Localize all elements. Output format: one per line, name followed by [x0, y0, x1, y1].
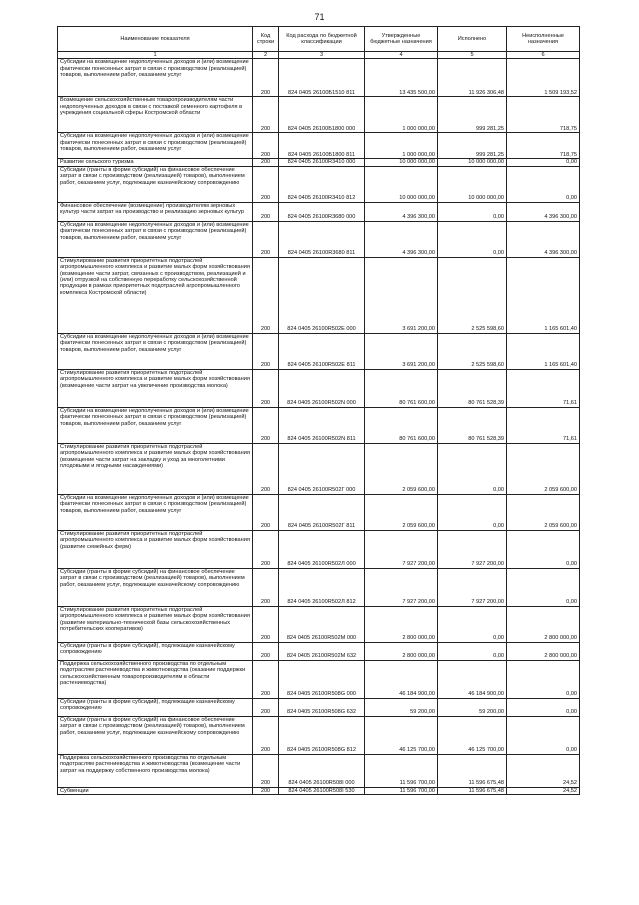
row-executed: 999 281,25 — [438, 133, 507, 159]
row-name: Субсидии (гранты в форме субсидий) на финансовое обеспечение затрат в связи с производством (реализацией) товаров), выполнением работ, оказанием услуг, подлежащие казначейскому сопровождению — [58, 568, 253, 606]
row-code: 200 — [253, 443, 279, 494]
row-executed: 11 596 675,48 — [438, 754, 507, 787]
row-executed: 0,00 — [438, 494, 507, 530]
row-approved: 80 761 600,00 — [365, 369, 438, 407]
table-row — [58, 642, 580, 660]
row-executed: 46 184 900,00 — [438, 660, 507, 698]
row-approved: 7 927 200,00 — [365, 568, 438, 606]
row-unexecuted: 4 396 300,00 — [507, 202, 580, 221]
header-code: Код строки — [253, 27, 279, 52]
row-classification: 824 0405 26100R502Е 811 — [279, 333, 365, 369]
row-name: Субсидии на возмещение недополученных доходов и (или) возмещение фактически понесенных затрат в связи с производством (реализацией) товаров, выполнением работ, оказанием услуг — [58, 133, 253, 159]
row-name: Стимулирование развития приоритетных подотраслей агропромышленного комплекса и развитие малых форм хозяйствования (возмещение части затрат, связанных с производством, реализацией и (или) отгрузкой на собственную переработку сельскохозяйственной продукции в рамках приоритетных подотраслей агропромышленного комплекса Костромской области) — [58, 257, 253, 333]
row-unexecuted: 0,00 — [507, 166, 580, 202]
table-row — [58, 159, 580, 166]
row-unexecuted: 2 800 000,00 — [507, 642, 580, 660]
page-number: 71 — [314, 12, 325, 22]
header-executed: Исполнено — [438, 27, 507, 52]
row-executed: 46 125 700,00 — [438, 716, 507, 754]
row-unexecuted: 718,75 — [507, 97, 580, 133]
row-approved: 46 125 700,00 — [365, 716, 438, 754]
row-classification: 824 0405 26100R502М 632 — [279, 642, 365, 660]
budget-table — [57, 26, 580, 795]
row-code: 200 — [253, 716, 279, 754]
row-name: Стимулирование развития приоритетных подотраслей агропромышленного комплекса и развитие малых форм хозяйствования (развитие семейных ферм) — [58, 530, 253, 568]
table-row — [58, 221, 580, 257]
row-code: 200 — [253, 133, 279, 159]
row-code: 200 — [253, 787, 279, 794]
row-name: Финансовое обеспечение (возмещение) производителям зерновых культур части затрат на производство и реализацию зерновых культур — [58, 202, 253, 221]
row-name: Субсидии (гранты в форме субсидий), подлежащие казначейскому сопровождению — [58, 698, 253, 716]
table-row — [58, 369, 580, 407]
row-classification: 824 0405 26100R3680 000 — [279, 202, 365, 221]
row-approved: 1 000 000,00 — [365, 97, 438, 133]
col-number: 5 — [438, 52, 507, 59]
row-name: Субсидии (гранты в форме субсидий) на финансовое обеспечение затрат в связи с производством (реализацией) товаров), выполнением работ, оказанием услуг, подлежащие казначейскому сопровождению — [58, 716, 253, 754]
row-code: 200 — [253, 257, 279, 333]
row-code: 200 — [253, 660, 279, 698]
row-executed: 7 927 200,00 — [438, 530, 507, 568]
row-classification: 824 0405 26100Б1800 811 — [279, 133, 365, 159]
row-classification: 824 0405 26100R508I 000 — [279, 754, 365, 787]
row-classification: 824 0405 26100R502N 000 — [279, 369, 365, 407]
row-approved: 2 800 000,00 — [365, 606, 438, 642]
row-executed: 0,00 — [438, 642, 507, 660]
row-classification: 824 0405 26100R502Л 812 — [279, 568, 365, 606]
row-approved: 2 059 600,00 — [365, 494, 438, 530]
row-unexecuted: 1 165 601,40 — [507, 257, 580, 333]
row-unexecuted: 71,61 — [507, 407, 580, 443]
row-classification: 824 0405 26100R502Г 000 — [279, 443, 365, 494]
row-code: 200 — [253, 530, 279, 568]
row-executed: 11 926 306,48 — [438, 59, 507, 97]
row-approved: 10 000 000,00 — [365, 166, 438, 202]
row-approved: 2 800 000,00 — [365, 642, 438, 660]
row-code: 200 — [253, 333, 279, 369]
row-executed: 2 525 598,60 — [438, 257, 507, 333]
table-row — [58, 333, 580, 369]
row-approved: 59 200,00 — [365, 698, 438, 716]
row-name: Субсидии на возмещение недополученных доходов и (или) возмещение фактически понесенных затрат в связи с производством (реализацией) товаров, выполнением работ, оказанием услуг — [58, 407, 253, 443]
row-code: 200 — [253, 159, 279, 166]
row-classification: 824 0405 26100R3410 000 — [279, 159, 365, 166]
row-unexecuted: 2 800 000,00 — [507, 606, 580, 642]
row-approved: 3 691 200,00 — [365, 333, 438, 369]
row-approved: 11 596 700,00 — [365, 787, 438, 794]
row-unexecuted: 0,00 — [507, 660, 580, 698]
row-approved: 4 396 300,00 — [365, 221, 438, 257]
row-unexecuted: 0,00 — [507, 530, 580, 568]
row-name: Поддержка сельскохозяйственного производства по отдельным подотраслям растениеводства и животноводства (оказание поддержки сельскохозяйственным товаропроизводителям в области растениеводства) — [58, 660, 253, 698]
row-name: Субсидии (гранты в форме субсидий), подлежащие казначейскому сопровождению — [58, 642, 253, 660]
row-name: Субсидии на возмещение недополученных доходов и (или) возмещение фактически понесенных затрат в связи с производством (реализацией) товаров, выполнением работ, оказанием услуг — [58, 333, 253, 369]
table-row — [58, 407, 580, 443]
table-row — [58, 494, 580, 530]
row-name: Развитие сельского туризма — [58, 159, 253, 166]
row-code: 200 — [253, 97, 279, 133]
row-unexecuted: 0,00 — [507, 698, 580, 716]
table-row — [58, 202, 580, 221]
row-executed: 0,00 — [438, 606, 507, 642]
row-code: 200 — [253, 642, 279, 660]
row-unexecuted: 24,52 — [507, 787, 580, 794]
header-unexecuted: Неисполненные назначения — [507, 27, 580, 52]
row-code: 200 — [253, 494, 279, 530]
row-executed: 2 525 598,60 — [438, 333, 507, 369]
row-classification: 824 0405 26100R508G 812 — [279, 716, 365, 754]
row-classification: 824 0405 26100R502N 811 — [279, 407, 365, 443]
row-classification: 824 0405 26100Б1800 000 — [279, 97, 365, 133]
row-code: 200 — [253, 369, 279, 407]
header-classification: Код расхода по бюджетной классификации — [279, 27, 365, 52]
table-row — [58, 443, 580, 494]
row-code: 200 — [253, 754, 279, 787]
row-executed: 0,00 — [438, 202, 507, 221]
col-number: 3 — [279, 52, 365, 59]
table-row — [58, 257, 580, 333]
row-classification: 824 0405 26100R508I 530 — [279, 787, 365, 794]
row-classification: 824 0405 26100R502М 000 — [279, 606, 365, 642]
row-unexecuted: 71,61 — [507, 369, 580, 407]
col-number: 4 — [365, 52, 438, 59]
row-classification: 824 0405 26100R508G 000 — [279, 660, 365, 698]
row-code: 200 — [253, 166, 279, 202]
row-approved: 10 000 000,00 — [365, 159, 438, 166]
header-name: Наименование показателя — [58, 27, 253, 52]
row-classification: 824 0405 26100R502Е 000 — [279, 257, 365, 333]
row-name: Субсидии на возмещение недополученных доходов и (или) возмещение фактически понесенных затрат в связи с производством (реализацией) товаров, выполнением работ, оказанием услуг — [58, 221, 253, 257]
row-executed: 0,00 — [438, 221, 507, 257]
table-row — [58, 754, 580, 787]
row-code: 200 — [253, 221, 279, 257]
row-executed: 10 000 000,00 — [438, 166, 507, 202]
table-row — [58, 698, 580, 716]
row-executed: 59 200,00 — [438, 698, 507, 716]
row-name: Стимулирование развития приоритетных подотраслей агропромышленного комплекса и развитие малых форм хозяйствования (возмещение части затрат на закладку и уход за многолетними плодовыми и ягодными насаждениями) — [58, 443, 253, 494]
row-executed: 7 927 200,00 — [438, 568, 507, 606]
header-approved: Утвержденные бюджетные назначения — [365, 27, 438, 52]
row-unexecuted: 0,00 — [507, 716, 580, 754]
row-approved: 4 396 300,00 — [365, 202, 438, 221]
column-number-row — [58, 52, 580, 59]
row-name: Субсидии (гранты в форме субсидий) на финансовое обеспечение затрат в связи с производством (реализацией) товаров), выполнением работ, оказанием услуг, подлежащие казначейскому сопровождению — [58, 166, 253, 202]
row-code: 200 — [253, 698, 279, 716]
row-classification: 824 0405 26100R502Л 000 — [279, 530, 365, 568]
row-executed: 11 596 675,48 — [438, 787, 507, 794]
col-number: 2 — [253, 52, 279, 59]
row-code: 200 — [253, 568, 279, 606]
row-code: 200 — [253, 407, 279, 443]
row-name: Субсидии на возмещение недополученных доходов и (или) возмещение фактически понесенных затрат в связи с производством (реализацией) товаров, выполнением работ, оказанием услуг — [58, 494, 253, 530]
table-row — [58, 133, 580, 159]
table-row — [58, 97, 580, 133]
row-executed: 999 281,25 — [438, 97, 507, 133]
row-classification: 824 0405 26100R508G 632 — [279, 698, 365, 716]
row-name: Возмещение сельскохозяйственным товаропроизводителям части недополученных доходов в связи с поставкой семенного картофеля в учреждения социальной сферы Костромской области — [58, 97, 253, 133]
table-row — [58, 59, 580, 97]
row-unexecuted: 2 059 600,00 — [507, 494, 580, 530]
row-code: 200 — [253, 606, 279, 642]
row-unexecuted: 1 165 601,40 — [507, 333, 580, 369]
col-number: 1 — [58, 52, 253, 59]
table-row — [58, 166, 580, 202]
row-name: Стимулирование развития приоритетных подотраслей агропромышленного комплекса и развитие малых форм хозяйствования (развитие материально-технической базы сельскохозяйственных потребительских кооперативов) — [58, 606, 253, 642]
row-executed: 0,00 — [438, 443, 507, 494]
table-row — [58, 606, 580, 642]
row-unexecuted: 4 396 300,00 — [507, 221, 580, 257]
row-name: Поддержка сельскохозяйственного производства по отдельным подотраслям растениеводства и животноводства (возмещение части затрат на поддержку собственного производства молока) — [58, 754, 253, 787]
row-approved: 46 184 900,00 — [365, 660, 438, 698]
row-name: Субсидии на возмещение недополученных доходов и (или) возмещение фактически понесенных затрат в связи с производством (реализацией) товаров, выполнением работ, оказанием услуг — [58, 59, 253, 97]
row-unexecuted: 0,00 — [507, 568, 580, 606]
table-row — [58, 660, 580, 698]
row-code: 200 — [253, 59, 279, 97]
row-executed: 80 761 528,39 — [438, 407, 507, 443]
row-unexecuted: 1 509 193,52 — [507, 59, 580, 97]
table-row — [58, 568, 580, 606]
table-row — [58, 787, 580, 794]
row-executed: 10 000 000,00 — [438, 159, 507, 166]
table-row — [58, 530, 580, 568]
table-row — [58, 716, 580, 754]
row-name: Субвенции — [58, 787, 253, 794]
col-number: 6 — [507, 52, 580, 59]
row-classification: 824 0405 26100Б1510 811 — [279, 59, 365, 97]
row-unexecuted: 24,52 — [507, 754, 580, 787]
row-code: 200 — [253, 202, 279, 221]
row-approved: 1 000 000,00 — [365, 133, 438, 159]
row-approved: 3 691 200,00 — [365, 257, 438, 333]
row-approved: 7 927 200,00 — [365, 530, 438, 568]
row-approved: 2 059 600,00 — [365, 443, 438, 494]
row-approved: 11 596 700,00 — [365, 754, 438, 787]
header-row — [58, 27, 580, 52]
row-unexecuted: 0,00 — [507, 159, 580, 166]
row-classification: 824 0405 26100R3410 812 — [279, 166, 365, 202]
row-name: Стимулирование развития приоритетных подотраслей агропромышленного комплекса и развитие малых форм хозяйствования (возмещение части затрат на увеличение производства молока) — [58, 369, 253, 407]
row-executed: 80 761 528,39 — [438, 369, 507, 407]
row-unexecuted: 718,75 — [507, 133, 580, 159]
row-approved: 13 435 500,00 — [365, 59, 438, 97]
row-unexecuted: 2 059 600,00 — [507, 443, 580, 494]
row-classification: 824 0405 26100R502Г 811 — [279, 494, 365, 530]
row-approved: 80 761 600,00 — [365, 407, 438, 443]
row-classification: 824 0405 26100R3680 811 — [279, 221, 365, 257]
